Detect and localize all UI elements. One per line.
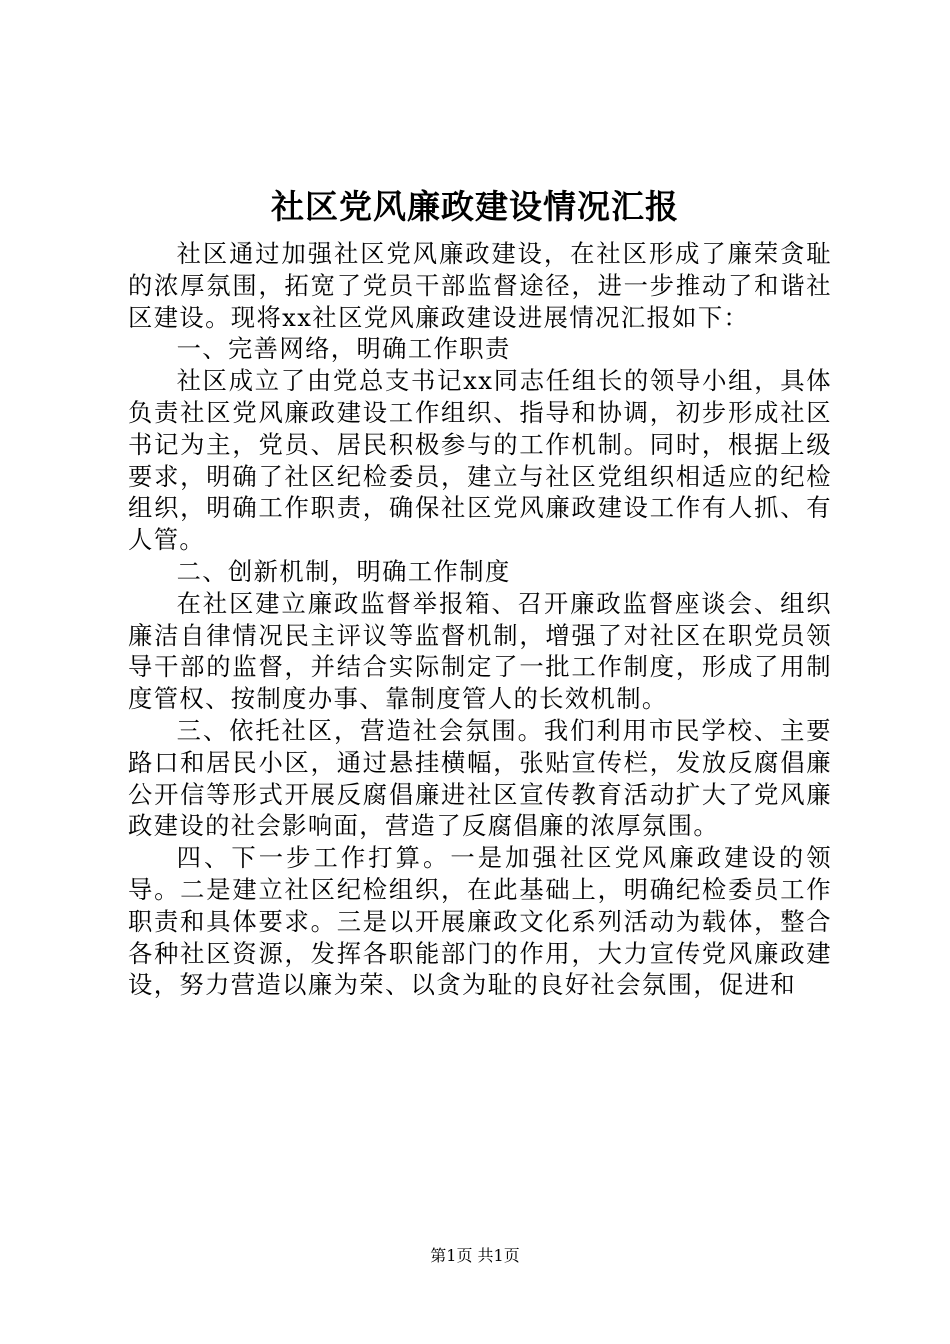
- paragraph-intro: 社区通过加强社区党风廉政建设，在社区形成了廉荣贪耻的浓厚氛围，拓宽了党员干部监督途径，进一步推动了和谐社区建设。现将xx社区党风廉政建设进展情况汇报如下：: [128, 239, 832, 332]
- section-heading-1: 一、完善网络，明确工作职责: [176, 334, 511, 364]
- section-heading-2: 二、创新机制，明确工作制度: [176, 556, 511, 586]
- document-body: [128, 238, 832, 1001]
- paragraph-section-3: 三、依托社区，营造社会氛围。我们利用市民学校、主要路口和居民小区，通过悬挂横幅，张贴宣传栏，发放反腐倡廉公开信等形式开展反腐倡廉进社区宣传教育活动扩大了党风廉政建设的社会影响面，营造了反腐倡廉的浓厚氛围。: [128, 715, 832, 841]
- page-number-footer: 第1页 共1页: [430, 1246, 520, 1265]
- paragraph-section-1: 社区成立了由党总支书记xx同志任组长的领导小组，具体负责社区党风廉政建设工作组织、指导和协调，初步形成社区书记为主，党员、居民积极参与的工作机制。同时，根据上级要求，明确了社区纪检委员，建立与社区党组织相适应的纪检组织，明确工作职责，确保社区党风廉政建设工作有人抓、有人管。: [128, 366, 832, 555]
- paragraph-section-4: 四、下一步工作打算。一是加强社区党风廉政建设的领导。二是建立社区纪检组织，在此基础上，明确纪检委员工作职责和具体要求。三是以开展廉政文化系列活动为载体，整合各种社区资源，发挥各职能部门的作用，大力宣传党风廉政建设，努力营造以廉为荣、以贪为耻的良好社会氛围，促进和: [128, 843, 832, 1000]
- document-title: 社区党风廉政建设情况汇报: [271, 187, 679, 226]
- paragraph-section-2: 在社区建立廉政监督举报箱、召开廉政监督座谈会、组织廉洁自律情况民主评议等监督机制，增强了对社区在职党员领导干部的监督，并结合实际制定了一批工作制度，形成了用制度管权、按制度办事、靠制度管人的长效机制。: [128, 588, 832, 714]
